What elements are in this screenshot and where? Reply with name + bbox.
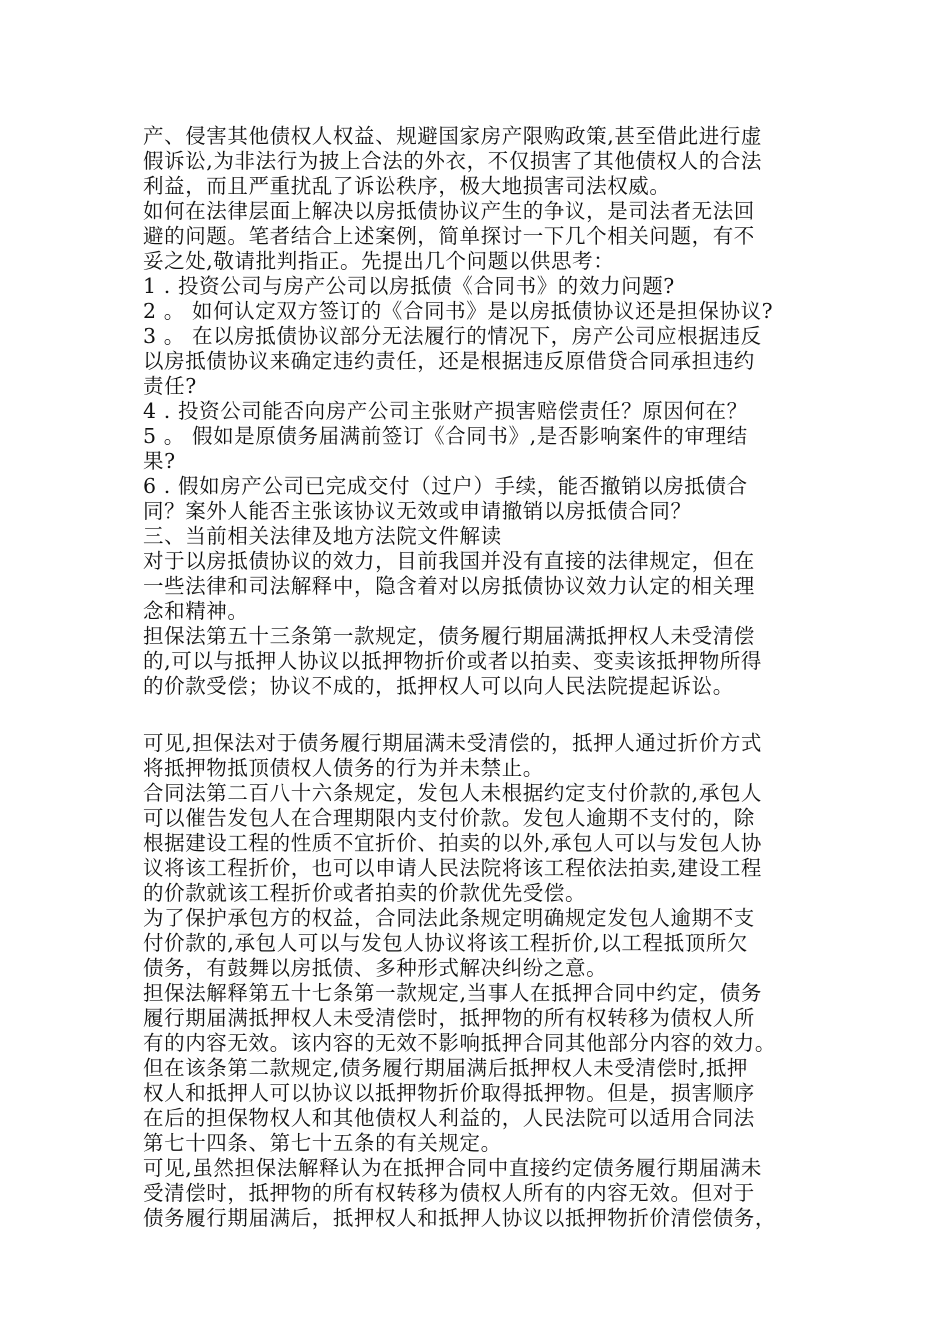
text-line: 妥之处,敬请批判指正。先提出几个问题以供思考： [143,249,615,273]
text-line: 债务履行期届满后，抵押权人和抵押人协议以抵押物折价清偿债务， [143,1206,776,1230]
text-line: 可以催告发包人在合理期限内支付价款。发包人逾期不支付的，除 [143,806,755,830]
text-line: 产、侵害其他债权人权益、规避国家房产限购政策,甚至借此进行虚 [143,124,763,148]
text-line: 权人和抵押人可以协议以抵押物折价取得抵押物。但是，损害顺序 [143,1081,755,1105]
document-body [143,124,813,1231]
text-line: 对于以房抵债协议的效力，目前我国并没有直接的法律规定，但在 [143,549,755,573]
text-line: 三、当前相关法律及地方法院文件解读 [143,524,502,548]
text-line: 但在该条第二款规定,债务履行期届满后抵押权人未受清偿时,抵押 [143,1056,749,1080]
text-line: 受清偿时，抵押物的所有权转移为债权人所有的内容无效。但对于 [143,1181,755,1205]
text-line: 履行期届满抵押权人未受清偿时，抵押物的所有权转移为债权人所 [143,1006,755,1030]
text-line: 担保法第五十三条第一款规定，债务履行期届满抵押权人未受清偿 [143,624,755,648]
text-line: 可见,担保法对于债务履行期届满未受清偿的，抵押人通过折价方式 [143,731,763,755]
text-line: 的,可以与抵押人协议以抵押物折价或者以拍卖、变卖该抵押物所得 [143,649,763,673]
text-line: 避的问题。笔者结合上述案例，简单探讨一下几个相关问题，有不 [143,224,755,248]
text-line: 第七十四条、第七十五条的有关规定。 [143,1131,502,1155]
text-line: 担保法解释第五十七条第一款规定,当事人在抵押合同中约定，债务 [143,981,763,1005]
text-line: 的价款就该工程折价或者拍卖的价款优先受偿。 [143,881,587,905]
text-line: 为了保护承包方的权益，合同法此条规定明确规定发包人逾期不支 [143,906,755,930]
text-line: 议将该工程折价，也可以申请人民法院将该工程依法拍卖,建设工程 [143,856,763,880]
text-line: 在后的担保物权人和其他债权人利益的，人民法院可以适用合同法 [143,1106,755,1130]
text-line: 如何在法律层面上解决以房抵债协议产生的争议，是司法者无法回 [143,199,755,223]
text-line: 5 。 假如是原债务届满前签订《合同书》,是否影响案件的审理结 [143,424,748,448]
text-line: 付价款的,承包人可以与发包人协议将该工程折价,以工程抵顶所欠 [143,931,749,955]
text-line: 假诉讼,为非法行为披上合法的外衣，不仅损害了其他债权人的合法 [143,149,763,173]
text-line: 利益，而且严重扰乱了诉讼秩序，极大地损害司法权威。 [143,174,671,198]
text-line: 将抵押物抵顶债权人债务的行为并未禁止。 [143,756,544,780]
text-line: 可见,虽然担保法解释认为在抵押合同中直接约定债务履行期届满未 [143,1156,763,1180]
text-line: 6 . 假如房产公司已完成交付（过户）手续，能否撤销以房抵债合 [143,474,748,498]
text-line: 合同法第二百八十六条规定，发包人未根据约定支付价款的,承包人 [143,781,763,805]
text-line: 3 。 在以房抵债协议部分无法履行的情况下，房产公司应根据违反 [143,324,762,348]
text-line: 果? [143,449,176,473]
text-line: 4 . 投资公司能否向房产公司主张财产损害赔偿责任？原因何在？ [143,399,748,423]
text-line: 的价款受偿；协议不成的，抵押权人可以向人民法院提起诉讼。 [143,674,734,698]
text-line: 1 . 投资公司与房产公司以房抵债《合同书》的效力问题? [143,274,675,298]
blank-line [143,699,813,731]
text-line: 同？案外人能否主张该协议无效或申请撤销以房抵债合同？ [143,499,692,523]
text-line: 以房抵债协议来确定违约责任，还是根据违反原借贷合同承担违约 [143,349,755,373]
text-line: 债务，有鼓舞以房抵债、多种形式解决纠纷之意。 [143,956,608,980]
text-line: 念和精神。 [143,599,249,623]
text-line: 责任? [143,374,197,398]
text-line: 一些法律和司法解释中，隐含着对以房抵债协议效力认定的相关理 [143,574,755,598]
text-line: 2 。 如何认定双方签订的《合同书》是以房抵债协议还是担保协议? [143,299,774,323]
text-line: 根据建设工程的性质不宜折价、拍卖的以外,承包人可以与发包人协 [143,831,763,855]
text-line: 有的内容无效。该内容的无效不影响抵押合同其他部分内容的效力。 [143,1031,776,1055]
